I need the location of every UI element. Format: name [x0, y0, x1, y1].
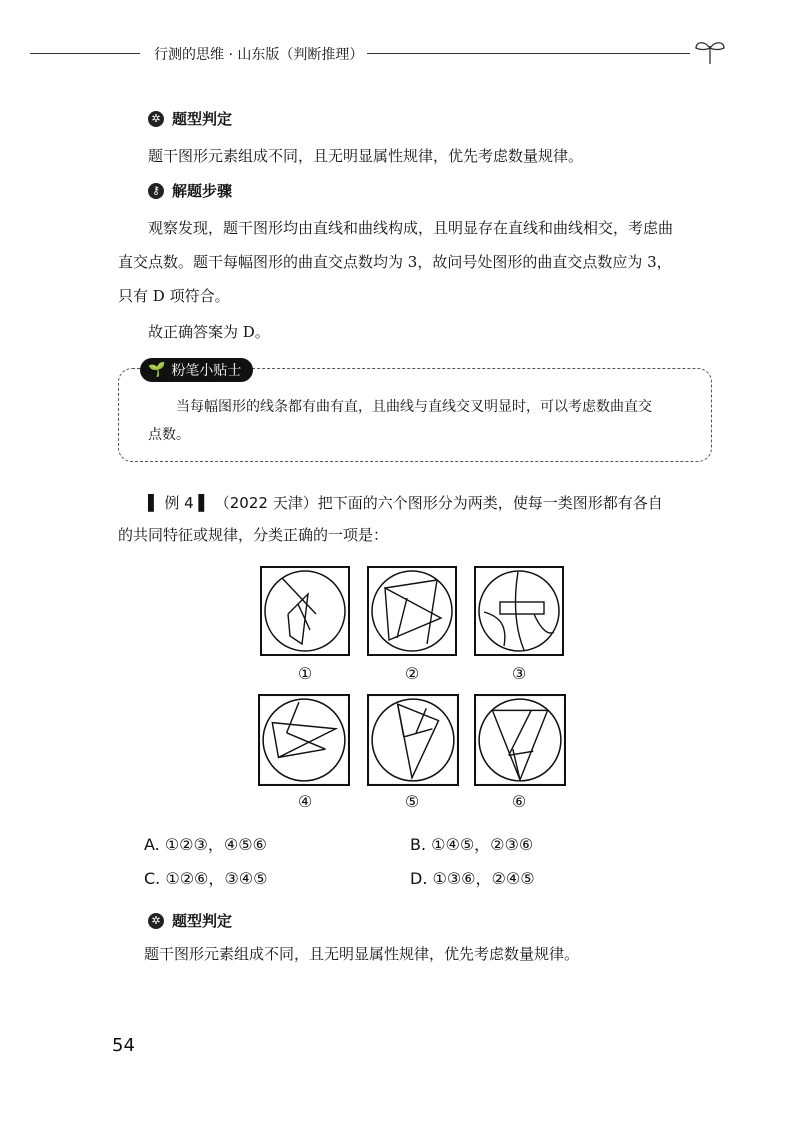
section-heading-type-judge-2 — [148, 910, 232, 931]
figure-2 — [367, 566, 457, 656]
figure-label-4: ④ — [297, 792, 313, 811]
sprout-icon — [690, 36, 730, 66]
section-heading-label: 解题步骤 — [172, 182, 233, 200]
option-b: B. ①④⑤，②③⑥ — [410, 835, 534, 854]
figure-6 — [474, 694, 566, 786]
header-title: 行测的思维 · 山东版（判断推理） — [150, 44, 367, 64]
section-heading-type-judge — [148, 108, 232, 129]
question-stem-1: （2022 天津）把下面的六个图形分为两类，使每一类图形都有各自 — [214, 494, 663, 512]
tip-line-1: 当每幅图形的线条都有曲有直，且曲线与直线交叉明显时，可以考虑数曲直交 — [176, 399, 652, 415]
question-line-2: 的共同特征或规律，分类正确的一项是： — [118, 526, 389, 544]
sprout-icon: 🌱 — [148, 362, 166, 378]
gear-icon: ✲ — [148, 913, 164, 929]
figure-1 — [260, 566, 350, 656]
type-judge-text: 题干图形元素组成不同，且无明显属性规律，优先考虑数量规律。 — [148, 147, 584, 165]
figure-5 — [367, 694, 459, 786]
question-tag: 例 4 — [164, 494, 194, 512]
tip-label — [140, 358, 253, 382]
page-number: 54 — [112, 1035, 135, 1056]
option-d: D. ①③⑥，②④⑤ — [410, 869, 535, 888]
figure-3 — [474, 566, 564, 656]
option-c: C. ①②⑥，③④⑤ — [144, 869, 268, 888]
option-a: A. ①②③，④⑤⑥ — [144, 835, 267, 854]
header-rule-left — [30, 53, 140, 54]
figure-4 — [258, 694, 350, 786]
figure-label-2: ② — [404, 664, 420, 683]
figure-label-1: ① — [297, 664, 313, 683]
answer-line: 故正确答案为 D。 — [148, 323, 270, 341]
figure-label-3: ③ — [511, 664, 527, 683]
running-header — [30, 36, 720, 72]
section-heading-label: 题型判定 — [172, 110, 233, 128]
question-marker: ▌ — [198, 494, 210, 512]
figure-label-5: ⑤ — [404, 792, 420, 811]
question-marker: ▌ — [148, 494, 160, 512]
header-rule-right — [330, 53, 690, 54]
section-heading-label: 题型判定 — [172, 912, 233, 930]
tip-label-text: 粉笔小贴士 — [171, 363, 242, 379]
question-line-1 — [148, 492, 663, 513]
tip-line-2: 点数。 — [148, 427, 190, 443]
type-judge-text-2: 题干图形元素组成不同，且无明显属性规律，优先考虑数量规律。 — [144, 945, 580, 963]
figure-label-6: ⑥ — [511, 792, 527, 811]
solve-line-3: 只有 D 项符合。 — [118, 287, 230, 305]
key-icon: ⚷ — [148, 183, 164, 199]
section-heading-solve — [148, 180, 232, 201]
solve-line-2: 直交点数。题干每幅图形的曲直交点数均为 3，故问号处图形的曲直交点数应为 3， — [118, 253, 672, 271]
gear-icon: ✲ — [148, 111, 164, 127]
solve-line-1: 观察发现，题干图形均由直线和曲线构成，且明显存在直线和曲线相交，考虑曲 — [148, 219, 674, 237]
